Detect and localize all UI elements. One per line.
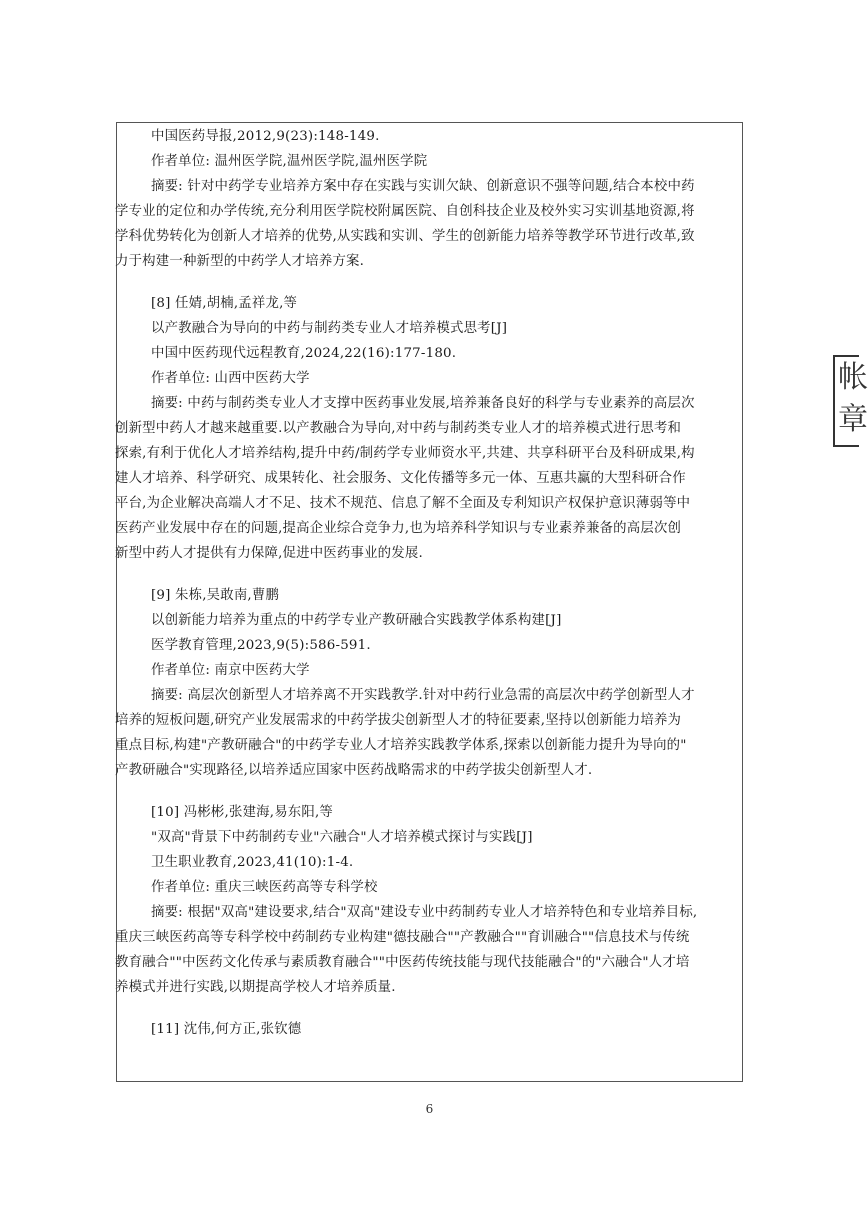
abstract-line: 产教研融合"实现路径,以培养适应国家中医药战略需求的中药学拔尖创新型人才. (115, 763, 593, 778)
affiliation-line: 作者单位: 山西中医药大学 (151, 371, 310, 386)
abstract-line: 平台,为企业解决高端人才不足、技术不规范、信息了解不全面及专利知识产权保护意识薄弱等中 (115, 496, 691, 511)
stamp-char: 帐 (838, 360, 868, 395)
stamp-char: 章 (838, 402, 868, 437)
abstract-line: 建人才培养、科学研究、成果转化、社会服务、文化传播等多元一体、互惠共赢的大型科研合作 (115, 471, 686, 486)
reference-entry-8 (115, 291, 737, 566)
abstract-line: 摘要: 根据"双高"建设要求,结合"双高"建设专业中药制药专业人才培养特色和专业培养目标, (151, 905, 698, 920)
title-line: 以产教融合为导向的中药与制药类专业人才培养模式思考[J] (151, 321, 508, 336)
abstract-line: 医药产业发展中存在的问题,提高企业综合竞争力,也为培养科学知识与专业素养兼备的高层次创 (115, 521, 682, 536)
abstract-line: 力于构建一种新型的中药学人才培养方案. (115, 254, 365, 269)
reference-entry-11 (151, 1017, 737, 1042)
abstract-line: 探索,有利于优化人才培养结构,提升中药/制药学专业师资水平,共建、共享科研平台及科研成果,构 (115, 446, 695, 461)
abstract-line: 新型中药人才提供有力保障,促进中医药事业的发展. (115, 546, 423, 561)
reference-entry-9 (115, 583, 737, 783)
journal-line: 医学教育管理,2023,9(5):586-591. (151, 638, 371, 653)
abstract-line: 重点目标,构建"产教研融合"的中药学专业人才培养实践教学体系,探索以创新能力提升为导向的" (115, 738, 687, 753)
reference-list (115, 124, 737, 1042)
affiliation-line: 作者单位: 温州医学院,温州医学院,温州医学院 (151, 154, 428, 169)
abstract-line: 摘要: 中药与制药类专业人才支撑中医药事业发展,培养兼备良好的科学与专业素养的高层次 (151, 396, 695, 411)
title-line: "双高"背景下中药制药专业"六融合"人才培养模式探讨与实践[J] (151, 830, 533, 845)
abstract-line: 摘要: 针对中药学专业培养方案中存在实践与实训欠缺、创新意识不强等问题,结合本校中药 (151, 179, 695, 194)
affiliation-line: 作者单位: 重庆三峡医药高等专科学校 (151, 880, 378, 895)
reference-entry-7-tail (115, 124, 737, 274)
abstract-line: 重庆三峡医药高等专科学校中药制药专业构建"德技融合""产教融合""育训融合""信息技术与传统 (115, 930, 690, 945)
journal-line: 中国中医药现代远程教育,2024,22(16):177-180. (151, 346, 457, 361)
title-line: 以创新能力培养为重点的中药学专业产教研融合实践教学体系构建[J] (151, 613, 562, 628)
authors-line: [8] 任婧,胡楠,孟祥龙,等 (151, 296, 298, 311)
authors-line: [11] 沈伟,何方正,张钦德 (151, 1022, 302, 1037)
abstract-line: 学专业的定位和办学传统,充分利用医学院校附属医院、自创科技企业及校外实习实训基地资源,将 (115, 204, 695, 219)
page-number: 6 (425, 1102, 434, 1116)
seal-stamp (833, 355, 868, 447)
authors-line: [10] 冯彬彬,张建海,易东阳,等 (151, 805, 334, 820)
abstract-line: 教育融合""中医药文化传承与素质教育融合""中医药传统技能与现代技能融合"的"六融合"人才培 (115, 955, 690, 970)
abstract-line: 学科优势转化为创新人才培养的优势,从实践和实训、学生的创新能力培养等教学环节进行改革,致 (115, 229, 695, 244)
journal-line: 卫生职业教育,2023,41(10):1-4. (151, 855, 354, 870)
abstract-line: 摘要: 高层次创新型人才培养离不开实践教学.针对中药行业急需的高层次中药学创新型人才 (151, 688, 695, 703)
abstract-line: 创新型中药人才越来越重要.以产教融合为导向,对中药与制药类专业人才的培养模式进行思考和 (115, 421, 682, 436)
reference-entry-10 (115, 800, 737, 1000)
authors-line: [9] 朱栋,吴敢南,曹鹏 (151, 588, 280, 603)
affiliation-line: 作者单位: 南京中医药大学 (151, 663, 310, 678)
abstract-line: 培养的短板问题,研究产业发展需求的中药学拔尖创新型人才的特征要素,坚持以创新能力培养为 (115, 713, 682, 728)
abstract-line: 养模式并进行实践,以期提高学校人才培养质量. (115, 980, 396, 995)
journal-line: 中国医药导报,2012,9(23):148-149. (151, 129, 380, 144)
